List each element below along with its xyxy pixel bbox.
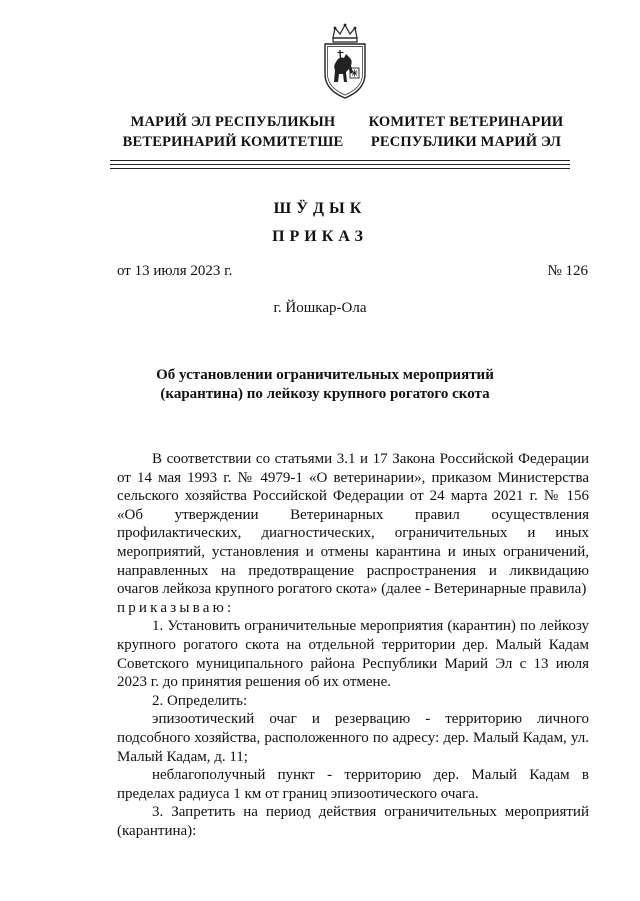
- header-right-line2: РЕСПУБЛИКИ МАРИЙ ЭЛ: [370, 134, 562, 150]
- order-item-2a: эпизоотический очаг и резервацию - территорию личного подсобного хозяйства, расположенного по адресу: дер. Малый Кадам, ул. Малый Кадам, д. 11;: [117, 711, 589, 765]
- header-left-line1: МАРИЙ ЭЛ РЕСПУБЛИКЫН: [130, 114, 336, 130]
- order-item-2b: неблагополучный пункт - территорию дер. Малый Кадам в пределах радиуса 1 км от границ эпизоотического очага.: [117, 767, 589, 802]
- header-left-block: [108, 112, 358, 152]
- header-divider-line: [110, 160, 570, 161]
- document-kind-russian: ПРИКАЗ: [272, 228, 368, 245]
- document-title: [150, 366, 500, 404]
- header-left-line2: ВЕТЕРИНАРИЙ КОМИТЕТШЕ: [122, 134, 344, 150]
- order-word: приказываю:: [117, 599, 235, 616]
- document-city: г. Йошкар-Ола: [273, 300, 367, 316]
- document-title-line2: (карантина) по лейкозу крупного рогатого скота: [160, 386, 490, 402]
- order-item-2: 2. Определить:: [152, 692, 248, 709]
- intro-paragraph: В соответствии со статьями 3.1 и 17 Закона Российской Федерации от 14 мая 1993 г. № 4979-1 «О ветеринарии», приказом Министерства сельского хозяйства Российской Федерации от 24 марта 2021 г. № 156 «Об утверждении Ветеринарных правил осуществления профилактических, диагностических, ограничительных и иных мероприятий, установления и отмены карантина и иных ограничений, направленных на предотвращение распространения и ликвидацию очагов лейкоза крупного рогатого скота» (далее - Ветеринарные правила): [117, 451, 589, 598]
- document-title-line1: Об установлении ограничительных мероприятий: [156, 367, 494, 383]
- header-divider-line: [110, 164, 570, 165]
- header-right-block: [360, 112, 572, 152]
- order-item-1: 1. Установить ограничительные мероприятия (карантин) по лейкозу крупного рогатого скота на отдельной территории дер. Малый Кадам Советского муниципального района Республики Марий Эл с 13 июля 2023 г. до принятия решения об их отмене.: [117, 618, 589, 691]
- header-divider-line: [110, 168, 570, 169]
- document-date: от 13 июля 2023 г.: [117, 263, 233, 279]
- document-kind-mari: ШӰДЫК: [273, 200, 367, 217]
- document-body: [117, 450, 589, 840]
- document-number: № 126: [547, 263, 588, 279]
- header-right-line1: КОМИТЕТ ВЕТЕРИНАРИИ: [368, 114, 564, 130]
- order-item-3: 3. Запретить на период действия ограничительных мероприятий (карантина):: [117, 804, 589, 839]
- coat-of-arms-emblem: [319, 22, 371, 100]
